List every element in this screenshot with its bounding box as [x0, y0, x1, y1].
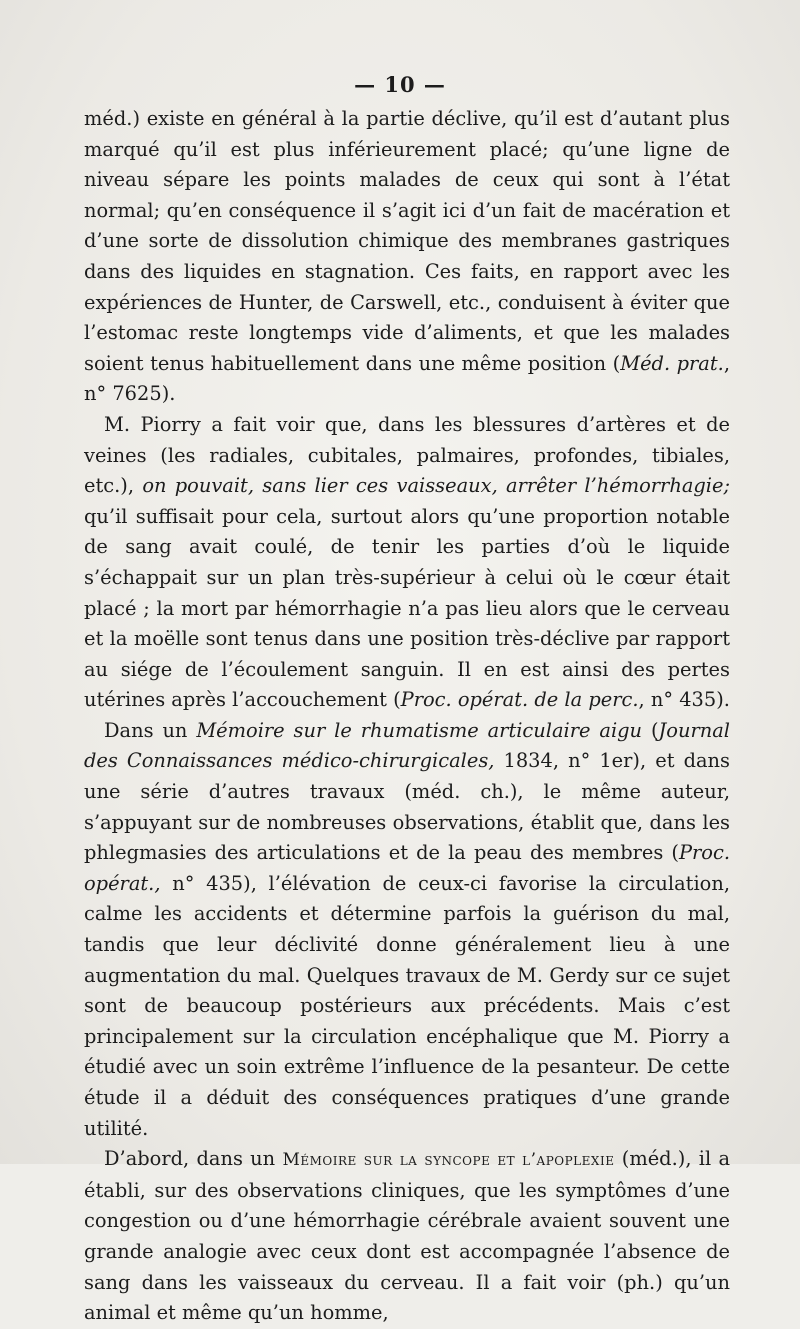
paragraph-1: [84, 104, 730, 410]
body-text: [84, 104, 730, 1329]
text-run: , n° 435).: [638, 688, 730, 712]
memoir-title-smallcaps: Mémoire sur la syncope et l’apoplexie: [282, 1150, 615, 1171]
citation-italic: Proc. opérat. de la perc.: [400, 688, 639, 712]
page-number: — 10 —: [354, 72, 446, 97]
citation-italic: Méd. prat.: [620, 351, 724, 375]
text-run: D’abord, dans un: [104, 1147, 283, 1171]
text-run: M. Piorry a fait voir que, dans les blessures d’artères et de veines (les radiales, cubitales, palmaires, profondes, tibiales, etc.),: [84, 412, 730, 498]
paragraph-3: [84, 716, 730, 1144]
text-run: (méd.), il a établi, sur des observations cliniques, que les symptômes d’une congestion ou d’une hémorrhagie cérébrale avaient souvent une grande analogie avec ceux dont est accompagnée l’absence de sang dans les vaisseaux du cerveau. Il a fait voir (ph.) qu’un animal et même qu’un homme,: [84, 1147, 731, 1325]
text-run: méd.) existe en général à la partie déclive, qu’il est d’autant plus marqué qu’il est plus inférieurement placé; qu’une ligne de niveau sépare les points malades de ceux qui sont à l’état normal; qu’en conséquence il s’agit ici d’un fait de macération et d’une sorte de dissolution chimique des membranes gastriques dans des liquides en stagnation. Ces faits, en rapport avec les expériences de Hunter, de Carswell, etc., conduisent à éviter que l’estomac reste longtemps vide d’aliments, et que les malades soient tenus habituellement dans une même position (: [84, 107, 730, 375]
emphasis-italic: on pouvait, sans lier ces vaisseaux, arrêter l’hémorrhagie;: [142, 474, 731, 498]
citation-italic: Proc. opérat.,: [84, 841, 730, 895]
text-run: (: [642, 718, 659, 742]
paragraph-2: [84, 410, 730, 716]
text-run: n° 435), l’élévation de ceux-ci favorise la circulation, calme les accidents et détermine parfois la guérison du mal, tandis que leur déclivité donne généralement lieu à une augmentation du mal. Quelques travaux de M. Gerdy sur ce sujet sont de beaucoup postérieurs aux précédents. Mais c’est principalement sur la circulation encéphalique que M. Piorry a étudié avec un soin extrême l’influence de la pesanteur. De cette étude il a déduit des conséquences pratiques d’une grande utilité.: [84, 871, 730, 1140]
text-run: qu’il suffisait pour cela, surtout alors qu’une proportion notable de sang avait coulé, de tenir les parties d’où le liquide s’échappait sur un plan très-supérieur à celui où le cœur était placé ; la mort par hémorrhagie n’a pas lieu alors que le cerveau et la moëlle sont tenus dans une position très-déclive par rapport au siége de l’écoulement sanguin. Il en est ainsi des pertes utérines après l’accouchement (: [84, 504, 730, 712]
text-run: Dans un: [104, 718, 197, 742]
title-italic: Mémoire sur le rhumatisme articulaire aigu: [196, 718, 643, 742]
text-run: , n° 7625).: [84, 351, 730, 406]
paragraph-4: [84, 1144, 730, 1329]
journal-italic: Journal des Connaissances médico-chirurgicales,: [84, 718, 730, 773]
text-run: 1834, n° 1er), et dans une série d’autres travaux (méd. ch.), le même auteur, s’appuyant sur de nombreuses observations, établit que, dans les phlegmasies des articulations et de la peau des membres (: [84, 749, 730, 865]
